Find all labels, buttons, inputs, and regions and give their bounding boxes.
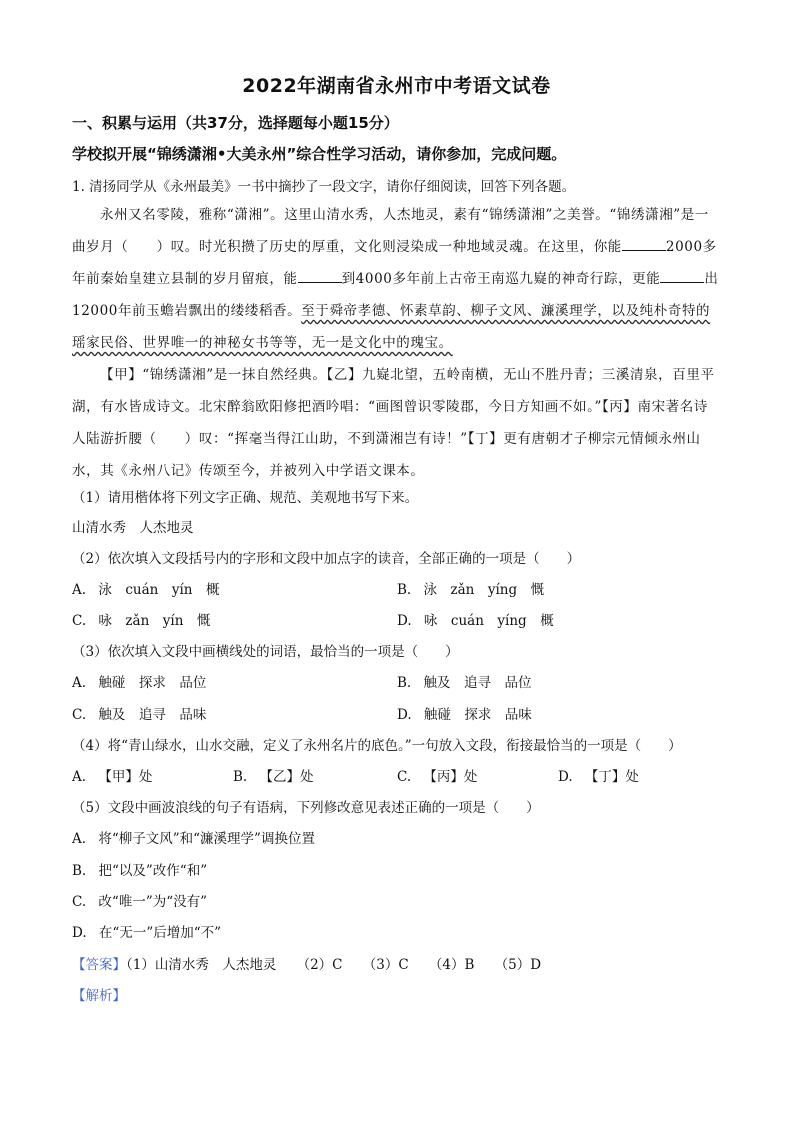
passage-text: 永州又名零陵，雅称“潇湘”。这里山清水秀，人杰地灵，素有“锦绣潇湘”之美誉。“锦绣潇湘”是一曲岁月（ ）叹。时光积攒了历史的厚重，文化则浸染成一种地域灵魂。在这里，你能: [72, 207, 710, 255]
question-1-5: （5）文段中画波浪线的句子有语病，下列修改意见表述正确的一项是（ ）: [72, 800, 540, 816]
option-c: C. 触及 追寻 品味: [72, 707, 207, 723]
option-d: D. 触碰 探求 品味: [397, 707, 532, 723]
fill-blank: [660, 268, 704, 283]
question-1-4: （4）将“青山绿水，山水交融，定义了永州名片的底色。”一句放入文段，衔接最恰当的一项是（ ）: [72, 738, 682, 754]
passage-paragraph-2: 【甲】“锦绣潇湘”是一抹自然经典。【乙】九嶷北望，五岭南横，无山不胜丹青；三溪清泉，百里平湖，有水皆成诗文。北宋醉翁欧阳修把酒吟唱：“画图曾识零陵郡，今日方知画不如。”【丙】南宋著名诗人陆游折腰（ ）叹：“挥毫当得江山助，不到潇湘岂有诗！”【丁】更有唐朝才子柳宗元情倾永州山水，其《永州八记》传颂至今，并被列入中学语文课本。: [72, 367, 715, 479]
wavy-underlined-sentence: 至于舜帝孝德、怀素草韵、柳子文风、濂溪理学，以及纯朴奇特的瑶家民俗、世界唯一的神秘女书等等，无一是文化中的瑰宝。: [72, 303, 711, 351]
question-1-3: （3）依次填入文段中画横线处的词语，最恰当的一项是（ ）: [72, 644, 459, 660]
answer-label: 【答案】: [72, 957, 126, 973]
question-1-2: （2）依次填入文段括号内的字形和文段中加点字的读音，全部正确的一项是（ ）: [72, 551, 581, 567]
option-b: B. 把“以及”改作“和”: [72, 863, 208, 879]
passage-text: 到4000多年前上古帝王南巡九嶷的神奇行踪，更能: [341, 271, 661, 287]
question-1-1: （1）请用楷体将下列文字正确、规范、美观地书写下来。: [72, 490, 419, 506]
question-1-stem: 1. 清扬同学从《永州最美》一书中摘抄了一段文字，请你仔细阅读，回答下列各题。: [72, 179, 576, 195]
answer-line: [72, 953, 541, 973]
page-title: 2022年湖南省永州市中考语文试卷: [242, 75, 551, 97]
calligraphy-text: 山清水秀 人杰地灵: [72, 520, 194, 536]
option-b: B. 触及 追寻 品位: [397, 675, 532, 691]
option-c: C. 咏 zǎn yín 慨: [72, 613, 211, 629]
activity-intro: 学校拟开展“锦绣潇湘•大美永州”综合性学习活动，请你参加，完成问题。: [72, 145, 567, 163]
passage-paragraph-1: [72, 199, 722, 359]
analysis-line: [72, 984, 126, 1004]
option-a: A. 泳 cuán yín 概: [72, 582, 220, 598]
option-a: A. 将“柳子文风”和“濂溪理学”调换位置: [72, 831, 315, 847]
reading-passage: [72, 199, 722, 487]
option-c: C. 【丙】处: [397, 769, 478, 785]
option-a: A. 【甲】处: [72, 769, 153, 785]
passage-text: 2000多年前秦始皇建立县制的岁月留痕，能: [72, 239, 717, 287]
option-a: A. 触碰 探求 品位: [72, 675, 207, 691]
option-d: D. 咏 cuán yíng 概: [397, 613, 554, 629]
option-d: D. 【丁】处: [558, 769, 639, 785]
section-heading: 一、积累与运用（共37分，选择题每小题15分）: [72, 114, 399, 132]
answer-text: （1）山清水秀 人杰地灵 （2）C （3）C （4）B （5）D: [126, 957, 542, 973]
option-b: B. 【乙】处: [233, 769, 314, 785]
passage-text: 出12000年前玉蟾岩飘出的缕缕稻香。: [72, 271, 719, 319]
option-d: D. 在“无一”后增加“不”: [72, 925, 222, 941]
fill-blank: [622, 236, 666, 251]
analysis-label: 【解析】: [72, 988, 126, 1004]
option-b: B. 泳 zǎn yíng 慨: [397, 582, 545, 598]
option-c: C. 改“唯一”为“没有”: [72, 894, 208, 910]
fill-blank: [298, 268, 342, 283]
